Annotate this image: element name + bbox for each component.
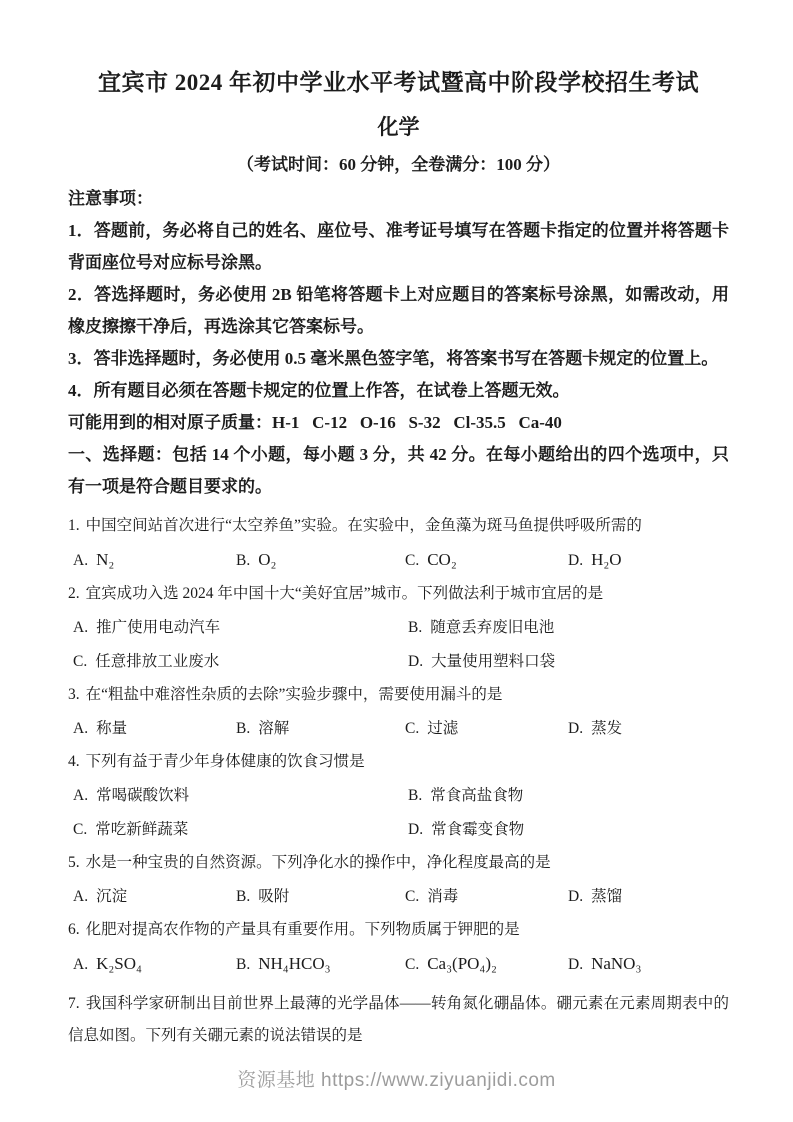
option-4-b [408, 785, 729, 806]
question-3-text [68, 685, 729, 705]
section-heading: 一、选择题：包括 14 个小题，每小题 3 分，共 42 分。在每小题给出的四个选项中，只有一项是符合题目要求的。 [68, 445, 729, 496]
option-6-a [73, 953, 236, 975]
option-3-a-label: A. [73, 720, 89, 737]
option-5-b-label: B. [236, 888, 251, 905]
option-6-d-label: D. [568, 956, 584, 973]
exam-info: （考试时间：60 分钟，全卷满分：100 分） [237, 155, 560, 174]
option-1-b-text: O₂ [258, 550, 277, 569]
question-7 [68, 988, 729, 1052]
option-2-b-text: 随意丢弃废旧电池 [430, 619, 555, 636]
option-5-a [73, 886, 236, 907]
question-2-number: 2. [68, 585, 80, 602]
question-1-options [68, 549, 729, 571]
question-7-number: 7. [68, 995, 80, 1012]
option-3-a-text: 称量 [96, 720, 128, 737]
notices-heading: 注意事项： [68, 189, 153, 208]
option-6-d-text: NaNO₃ [591, 954, 642, 973]
question-6-options [68, 953, 729, 975]
option-1-d-label: D. [568, 552, 584, 569]
option-3-d-text: 蒸发 [591, 720, 623, 737]
question-3 [68, 685, 729, 739]
question-1 [68, 516, 729, 571]
question-1-text [68, 516, 729, 536]
notice-item-3: 3．答非选择题时，务必使用 0.5 毫米黑色签字笔，将答案书写在答题卡规定的位置上。 [68, 349, 719, 368]
option-2-c [73, 651, 408, 672]
atomic-masses-line: 可能用到的相对原子质量：H-1 C-12 O-16 S-32 Cl-35.5 Ca-40 [68, 413, 562, 432]
question-4-options [68, 785, 729, 840]
option-2-d-text: 大量使用塑料口袋 [431, 653, 556, 670]
option-4-d-text: 常食霉变食物 [431, 821, 525, 838]
option-4-b-label: B. [408, 787, 423, 804]
question-1-stem: 中国空间站首次进行“太空养鱼”实验。在实验中，金鱼藻为斑马鱼提供呼吸所需的 [85, 517, 642, 534]
option-6-b [236, 953, 405, 975]
option-3-c [405, 718, 568, 739]
option-5-a-text: 沉淀 [96, 888, 128, 905]
option-3-d [568, 718, 729, 739]
question-5 [68, 853, 729, 907]
option-3-a [73, 718, 236, 739]
option-1-a [73, 549, 236, 571]
notice-item-2: 2．答选择题时，务必使用 2B 铅笔将答题卡上对应题目的答案标号涂黑，如需改动，用橡皮擦擦干净后，再选涂其它答案标号。 [68, 285, 729, 336]
option-5-d [568, 886, 729, 907]
question-4-number: 4. [68, 753, 80, 770]
option-2-a-text: 推广使用电动汽车 [96, 619, 221, 636]
option-3-b [236, 718, 405, 739]
option-5-c [405, 886, 568, 907]
question-5-text [68, 853, 729, 873]
option-4-a-label: A. [73, 787, 89, 804]
option-5-c-text: 消毒 [427, 888, 459, 905]
option-1-b-label: B. [236, 552, 251, 569]
paper-subject: 化学 [377, 115, 420, 139]
question-2-options [68, 617, 729, 672]
question-6-number: 6. [68, 921, 80, 938]
option-2-b [408, 617, 729, 638]
option-2-a [73, 617, 408, 638]
option-3-b-text: 溶解 [258, 720, 290, 737]
question-6-text [68, 920, 729, 940]
question-5-stem: 水是一种宝贵的自然资源。下列净化水的操作中，净化程度最高的是 [85, 854, 551, 871]
option-5-d-label: D. [568, 888, 584, 905]
option-6-c-text: Ca₃(PO₄)₂ [427, 954, 497, 973]
option-1-d [568, 549, 729, 571]
option-4-c [73, 819, 408, 840]
option-4-b-text: 常食高盐食物 [430, 787, 524, 804]
notice-item-1: 1．答题前，务必将自己的姓名、座位号、准考证号填写在答题卡指定的位置并将答题卡背面座位号对应标号涂黑。 [68, 221, 729, 272]
question-6-stem: 化肥对提高农作物的产量具有重要作用。下列物质属于钾肥的是 [85, 921, 520, 938]
question-7-text [68, 988, 729, 1052]
option-1-c-text: CO₂ [427, 550, 457, 569]
option-6-d [568, 953, 729, 975]
option-5-b-text: 吸附 [258, 888, 290, 905]
question-3-stem: 在“粗盐中难溶性杂质的去除”实验步骤中，需要使用漏斗的是 [85, 686, 503, 703]
notice-item-4: 4．所有题目必须在答题卡规定的位置上作答，在试卷上答题无效。 [68, 381, 570, 400]
question-4-stem: 下列有益于青少年身体健康的饮食习惯是 [85, 753, 365, 770]
option-2-d-label: D. [408, 653, 424, 670]
question-3-number: 3. [68, 686, 80, 703]
option-6-a-text: K₂SO₄ [96, 954, 142, 973]
question-2 [68, 584, 729, 672]
question-5-number: 5. [68, 854, 80, 871]
option-4-c-label: C. [73, 821, 88, 838]
option-5-a-label: A. [73, 888, 89, 905]
question-4 [68, 752, 729, 840]
option-6-b-text: NH₄HCO₃ [258, 954, 331, 973]
option-2-d [408, 651, 729, 672]
question-6 [68, 920, 729, 975]
option-2-a-label: A. [73, 619, 89, 636]
question-4-text [68, 752, 729, 772]
option-6-b-label: B. [236, 956, 251, 973]
watermark-footer: 资源基地 https://www.ziyuanjidi.com [237, 1070, 556, 1091]
option-3-c-label: C. [405, 720, 420, 737]
option-5-d-text: 蒸馏 [591, 888, 623, 905]
option-1-a-label: A. [73, 552, 89, 569]
option-5-c-label: C. [405, 888, 420, 905]
question-5-options [68, 886, 729, 907]
option-4-a [73, 785, 408, 806]
option-4-c-text: 常吃新鲜蔬菜 [95, 821, 189, 838]
question-7-stem: 我国科学家研制出目前世界上最薄的光学晶体——转角氮化硼晶体。硼元素在元素周期表中的信息如图。下列有关硼元素的说法错误的是 [68, 995, 729, 1044]
option-1-d-text: H₂O [591, 550, 622, 569]
option-5-b [236, 886, 405, 907]
option-1-c-label: C. [405, 552, 420, 569]
question-2-text [68, 584, 729, 604]
option-6-c-label: C. [405, 956, 420, 973]
option-2-c-label: C. [73, 653, 88, 670]
question-1-number: 1. [68, 517, 80, 534]
option-4-a-text: 常喝碳酸饮料 [96, 787, 190, 804]
option-3-d-label: D. [568, 720, 584, 737]
option-2-c-text: 任意排放工业废水 [95, 653, 220, 670]
option-6-a-label: A. [73, 956, 89, 973]
question-3-options [68, 718, 729, 739]
paper-title: 宜宾市 2024 年初中学业水平考试暨高中阶段学校招生考试 [98, 70, 699, 95]
option-2-b-label: B. [408, 619, 423, 636]
option-1-c [405, 549, 568, 571]
option-6-c [405, 953, 568, 975]
option-3-c-text: 过滤 [427, 720, 459, 737]
option-3-b-label: B. [236, 720, 251, 737]
option-1-a-text: N₂ [96, 550, 115, 569]
question-2-stem: 宜宾成功入选 2024 年中国十大“美好宜居”城市。下列做法利于城市宜居的是 [85, 585, 604, 602]
option-4-d [408, 819, 729, 840]
option-4-d-label: D. [408, 821, 424, 838]
option-1-b [236, 549, 405, 571]
